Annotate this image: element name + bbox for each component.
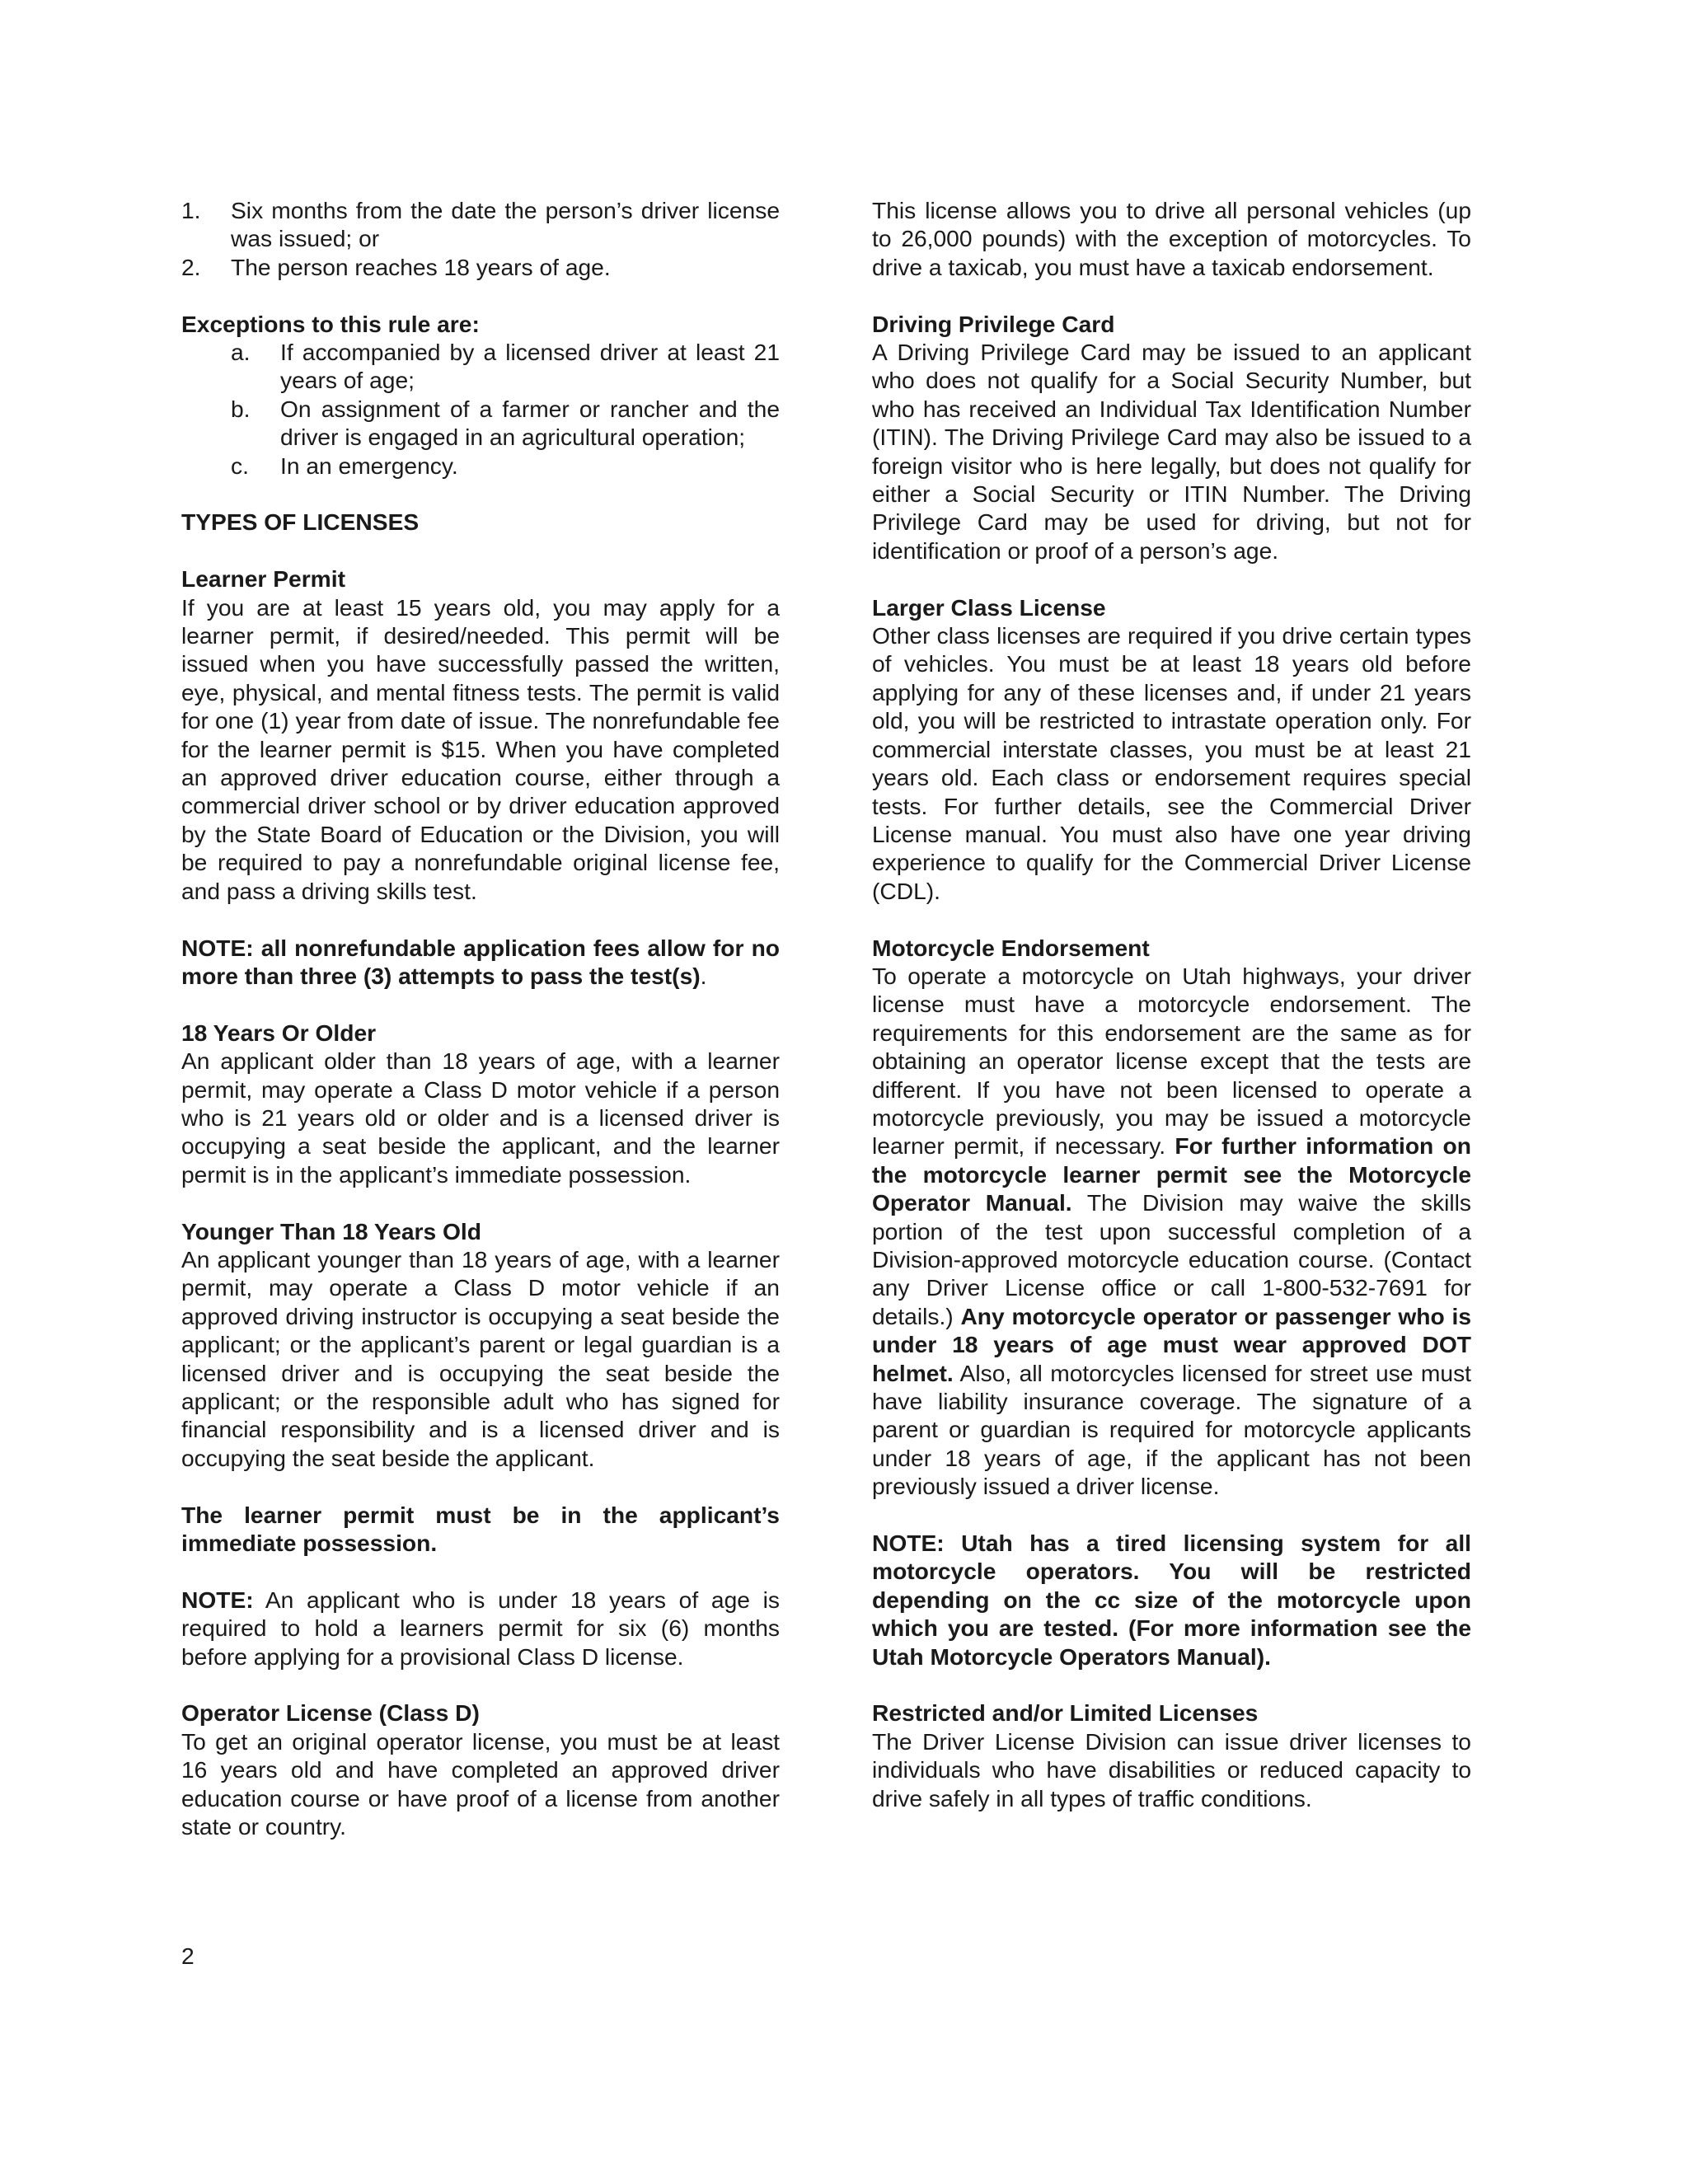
- restricted-body: The Driver License Division can issue driver licenses to individuals who have disabilities or reduced capacity to drive safely in all types of traffic conditions.: [872, 1727, 1471, 1811]
- list-item: [231, 395, 780, 452]
- fees-note-text: NOTE: all nonrefundable application fees allow for no more than three (3) attempts to pass the test(s): [181, 934, 780, 989]
- larger-class-heading: Larger Class License: [872, 593, 1106, 621]
- list-text: On assignment of a farmer or rancher and the driver is engaged in an agricultural operation;: [280, 395, 780, 451]
- permit-note: [181, 1586, 780, 1671]
- motorcycle-heading: Motorcycle Endorsement: [872, 934, 1150, 961]
- larger-class-body: Other class licenses are required if you drive certain types of vehicles. You must be at least 18 years old before applying for any of these licenses and, if under 21 years old, you will be restricted to intrastate operation only. For commercial interstate classes, you must be at least 21 years old. Each class or endorsement requires special tests. For further details, see the Commercial Driver License manual. You must also have one year driving experience to qualify for the Commercial Driver License (CDL).: [872, 622, 1471, 904]
- right-column: [872, 196, 1471, 1812]
- list-item: [181, 253, 780, 281]
- class-d-intro: This license allows you to drive all personal vehicles (up to 26,000 pounds) with the exception of motorcycles. To drive a taxicab, you must have a taxicab endorsement.: [872, 197, 1471, 280]
- fees-note: [181, 934, 780, 991]
- list-item: [231, 452, 780, 480]
- list-marker: a.: [231, 339, 251, 366]
- learner-permit-body: If you are at least 15 years old, you may apply for a learner permit, if desired/needed. This permit will be issued when you have successfully passed the written, eye, physical, and mental fitness tests. The permit is valid for one (1) year from date of issue. The nonrefundable fee for the learner permit is $15. When you have completed an approved driver education course, either through a commercial driver school or by driver education approved by the State Board of Education or the Division, you will be required to pay a nonrefundable original license fee, and pass a driving skills test.: [181, 593, 780, 904]
- list-marker: b.: [231, 395, 251, 422]
- permit-note-label: NOTE:: [181, 1586, 254, 1613]
- operator-heading: Operator License (Class D): [181, 1699, 480, 1727]
- younger-body: An applicant younger than 18 years of age, with a learner permit, may operate a Class D motor vehicle if an approved driving instructor is occupying a seat beside the applicant; or the applicant’s parent or legal guardian is a licensed driver and is occupying the seat beside the applicant; or the responsible adult who has signed for financial responsibility and is a licensed driver and is occupying the seat beside the applicant.: [181, 1245, 780, 1471]
- motorcycle-body-3: Also, all motorcycles licensed for street use must have liability insurance coverage. The signature of a parent or guardian is required for motorcycle applicants under 18 years of age, if the applicant has not been previously issued a driver license.: [872, 1359, 1471, 1500]
- motorcycle-bold-2: Any motorcycle operator or passenger who is under 18 years of age must wear approved DOT helmet.: [872, 1302, 1471, 1386]
- exceptions-list: [181, 338, 780, 480]
- older-heading: 18 Years Or Older: [181, 1019, 377, 1046]
- list-marker: 1.: [181, 197, 201, 223]
- types-heading: TYPES OF LICENSES: [181, 509, 420, 536]
- motorcycle-bold-1: For further information on the motorcycle learner permit see the Motorcycle Operator Manual.: [872, 1132, 1471, 1216]
- motorcycle-body-1: To operate a motorcycle on Utah highways, your driver license must have a motorcycle endorsement. The requirements for this endorsement are the same as for obtaining an operator license except that the tests are different. If you have not been licensed to operate a motorcycle previously, you may be issued a motorcycle learner permit, if necessary.: [872, 962, 1471, 1160]
- younger-heading: Younger Than 18 Years Old: [181, 1217, 481, 1244]
- motorcycle-body-2: The Division may waive the skills portion of the test upon successful completion of a Division-approved motorcycle education course. (Contact any Driver License office or call 1-800-532-7691 for details.): [872, 1189, 1471, 1329]
- page-number: 2: [181, 1943, 195, 1969]
- left-column: [181, 196, 780, 1840]
- list-text: If accompanied by a licensed driver at least 21 years of age;: [280, 339, 780, 394]
- possession-note: The learner permit must be in the applicant’s immediate possession.: [181, 1501, 780, 1556]
- list-marker: 2.: [181, 253, 201, 280]
- operator-body: To get an original operator license, you must be at least 16 years old and have completed an approved driver education course or have proof of a license from another state or country.: [181, 1727, 780, 1840]
- numbered-list: [181, 196, 780, 281]
- privilege-card-body: A Driving Privilege Card may be issued to an applicant who does not qualify for a Social Security Number, but who has received an Individual Tax Identification Number (ITIN). The Driving Privilege Card may also be issued to a foreign visitor who is here legally, but does not qualify for either a Social Security or ITIN Number. The Driving Privilege Card may be used for driving, but not for identification or proof of a person’s age.: [872, 339, 1471, 564]
- permit-note-body: An applicant who is under 18 years of age is required to hold a learners permit for six (6) months before applying for a provisional Class D license.: [181, 1586, 780, 1670]
- restricted-heading: Restricted and/or Limited Licenses: [872, 1699, 1259, 1727]
- list-text: Six months from the date the person’s driver license was issued; or: [231, 197, 780, 252]
- fees-note-tail: .: [700, 962, 707, 989]
- list-item: [231, 338, 780, 395]
- tiered-note: NOTE: Utah has a tired licensing system for all motorcycle operators. You will be restricted depending on the cc size of the motorcycle upon which you are tested. (For more information see the Utah Motorcycle Operators Manual).: [872, 1530, 1471, 1670]
- learner-permit-heading: Learner Permit: [181, 565, 345, 593]
- privilege-card-heading: Driving Privilege Card: [872, 310, 1115, 337]
- list-text: In an emergency.: [280, 452, 458, 479]
- motorcycle-body: [872, 962, 1471, 1501]
- list-marker: c.: [231, 452, 249, 479]
- list-item: [181, 196, 780, 253]
- list-text: The person reaches 18 years of age.: [231, 253, 611, 280]
- exceptions-heading: Exceptions to this rule are:: [181, 310, 480, 337]
- older-body: An applicant older than 18 years of age, with a learner permit, may operate a Class D motor vehicle if a person who is 21 years old or older and is a licensed driver is occupying a seat beside the applicant, and the learner permit is in the applicant’s immediate possession.: [181, 1047, 780, 1188]
